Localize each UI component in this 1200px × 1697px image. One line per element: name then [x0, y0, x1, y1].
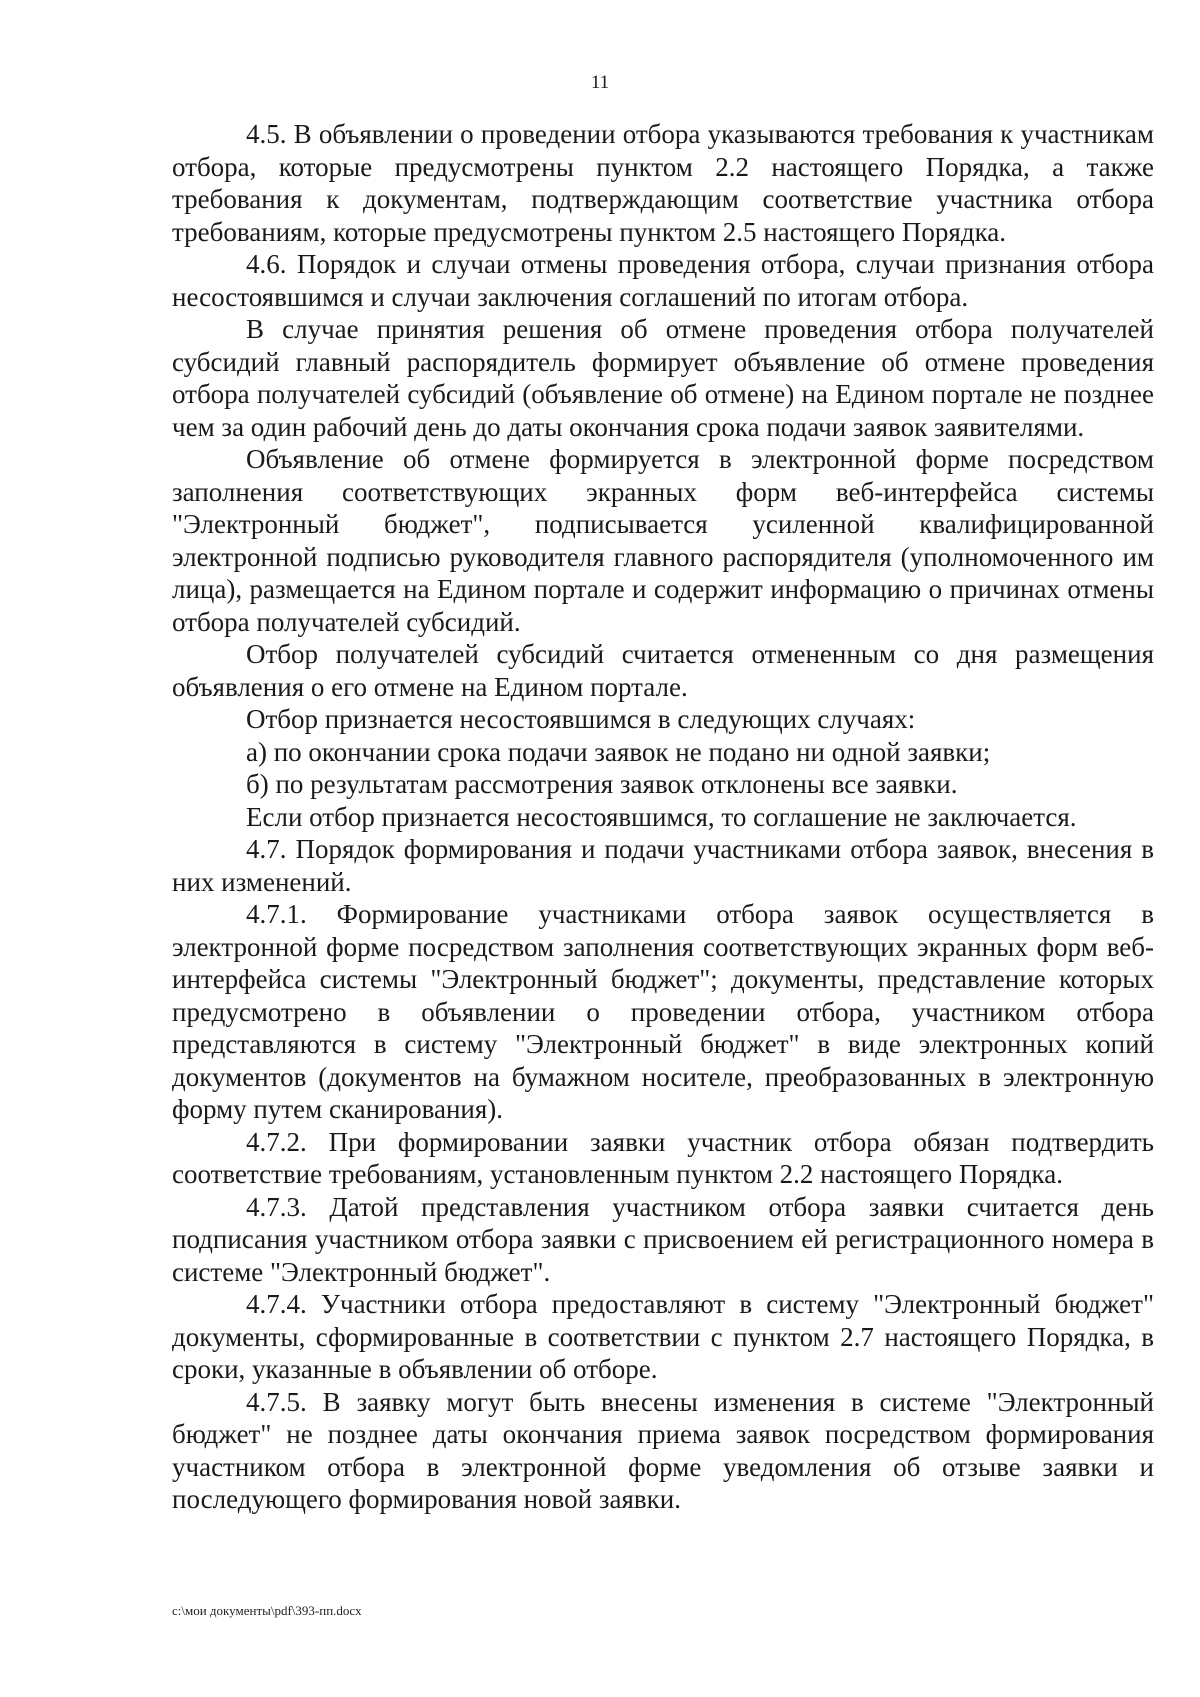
paragraph-4-7-1: 4.7.1. Формирование участниками отбора заявок осуществляется в электронной форме посредством заполнения соответствующих экранных форм веб-интерфейса системы "Электронный бюджет"; документы, представление которых предусмотрено в объявлении о проведении отбора, участником отбора представляются в систему "Электронный бюджет" в виде электронных копий документов (документов на бумажном носителе, преобразованных в электронную форму путем сканирования). — [172, 899, 1154, 1124]
paragraph-case-b: б) по результатам рассмотрения заявок отклонены все заявки. — [246, 769, 958, 799]
paragraph-cancel-announcement: Объявление об отмене формируется в электронной форме посредством заполнения соответствующих экранных форм веб-интерфейса системы "Электронный бюджет", подписывается усиленной квалифицированной электронной подписью руководителя главного распорядителя (уполномоченного им лица), размещается на Едином портале и содержит информацию о причинах отмены отбора получателей субсидий. — [172, 444, 1154, 637]
document-body — [172, 118, 1154, 1516]
paragraph-4-7-3: 4.7.3. Датой представления участником отбора заявки считается день подписания участником отбора заявки с присвоением ей регистрационного номера в системе "Электронный бюджет". — [172, 1191, 1154, 1287]
paragraph-no-agreement: Если отбор признается несостоявшимся, то соглашение не заключается. — [246, 801, 1077, 832]
paragraph-cancel-decision: В случае принятия решения об отмене проведения отбора получателей субсидий главный распорядитель формирует объявление об отмене проведения отбора получателей субсидий (объявление об отмене) на Едином портале не позднее чем за один рабочий день до даты окончания срока подачи заявок заявителями. — [172, 314, 1154, 442]
paragraph-cancel-effective: Отбор получателей субсидий считается отмененным со дня размещения объявления о его отмене на Едином портале. — [172, 639, 1154, 702]
paragraph-4-7-2: 4.7.2. При формировании заявки участник отбора обязан подтвердить соответствие требованиям, установленным пунктом 2.2 настоящего Порядка. — [172, 1126, 1154, 1189]
paragraph-4-7: 4.7. Порядок формирования и подачи участниками отбора заявок, внесения в них изменений. — [172, 834, 1154, 897]
footer-file-path: c:\мои документы\pdf\393-пп.docx — [172, 1603, 362, 1618]
page-number: 11 — [590, 72, 610, 93]
paragraph-4-5: 4.5. В объявлении о проведении отбора указываются требования к участникам отбора, которые предусмотрены пунктом 2.2 настоящего Порядка, а также требования к документам, подтверждающим соответствие участника отбора требованиям, которые предусмотрены пунктом 2.5 настоящего Порядка. — [172, 119, 1154, 247]
paragraph-4-7-5: 4.7.5. В заявку могут быть внесены изменения в системе "Электронный бюджет" не позднее даты окончания приема заявок посредством формирования участником отбора в электронной форме уведомления об отзыве заявки и последующего формирования новой заявки. — [172, 1386, 1154, 1514]
paragraph-4-7-4: 4.7.4. Участники отбора предоставляют в систему "Электронный бюджет" документы, сформированные в соответствии с пунктом 2.7 настоящего Порядка, в сроки, указанные в объявлении об отборе. — [172, 1289, 1154, 1384]
paragraph-case-a: а) по окончании срока подачи заявок не подано ни одной заявки; — [246, 736, 991, 767]
paragraph-4-6: 4.6. Порядок и случаи отмены проведения отбора, случаи признания отбора несостоявшимся и случаи заключения соглашений по итогам отбора. — [172, 249, 1154, 312]
paragraph-failed-cases: Отбор признается несостоявшимся в следующих случаях: — [246, 704, 916, 734]
